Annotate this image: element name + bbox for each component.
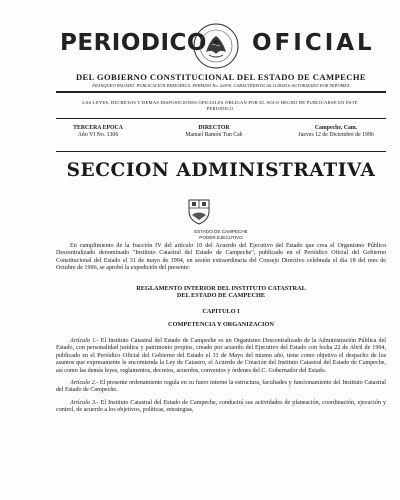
director-info [164,125,264,138]
regulation-title [56,285,386,300]
state-emblem-icon [184,196,214,226]
article-3-label: Artículo 3.- [70,399,99,406]
divider [56,151,386,152]
issue-epoch [58,125,138,138]
regulation-title-line-1: REGLAMENTO INTERIOR DEL INSTITUTO CATASTRAL [136,284,306,292]
executive-branch: PODER EJECUTIVO [199,234,243,240]
document-body [56,243,386,420]
director-label: DIRECTOR [198,125,230,131]
postage-notice: FRANQUEO PAGADO. PUBLICACION PERIODICA. PERMISO No. 02830. CARACTERISTICAS 11282816 AUTORIZADO POR SEPOMEX [92,83,350,88]
issue-info-bar [56,125,386,151]
article-2 [56,380,386,395]
article-1 [56,338,386,375]
place: Campeche, Cam. [314,125,358,131]
national-seal-icon [192,22,240,70]
intro-paragraph: En cumplimiento de la fracción IV del artículo 10 del Acuerdo del Ejecutivo del Estado que crea el Organismo Público Descentralizado denominado "Instituto Catastral del Estado de Campeche", publicado en el Periódico Oficial del Gobierno Constitucional del Estado el 31 de mayo de 1994, en sesión extraordinaria del Consejo Directivo celebrada el día 18 del mes de Octubre de 1996, se aprobó la expedición del presente: [56,243,386,272]
epoch-label: TERCERA EPOCA [73,125,123,131]
state-name: ESTADO DE CAMPECHE [194,229,248,234]
masthead-title-left: PERIODICO [60,30,207,56]
article-3 [56,400,386,415]
article-2-label: Artículo 2.- [70,380,99,387]
article-1-label: Artículo 1.- [70,338,99,344]
government-subtitle: DEL GOBIERNO CONSTITUCIONAL DEL ESTADO DE CAMPECHE [75,72,367,82]
legal-notice: LAS LEYES, DECRETOS Y DEMAS DISPOSICIONES OFICIALES OBLIGAN POR EL SOLO HECHO DE PUBLICARSE EN ESTE PERIODICO [82,100,358,111]
issue-number: Año VI No. 1306 [77,132,119,138]
chapter-heading: CAPITULO I [202,307,240,315]
divider [56,118,386,119]
divider [56,91,386,93]
director-name: Manuel Ramón Tun Cab [185,132,243,138]
regulation-title-line-2: DEL ESTADO DE CAMPECHE [176,292,266,300]
masthead-title-right: OFICIAL [252,30,375,56]
article-2-text: El presente ordenamiento regula en su fuero interno la estructura, facultades y funcionamiento del Instituto Catastral del Estado de Campeche. [56,380,386,394]
article-3-text: El Instituto Catastral del Estado de Campeche, conducirá sus actividades de planeación, coordinación, ejecución y control, de acuerdo a los objetivos, políticas, estrategias, [56,399,386,414]
place-date [284,125,388,138]
issue-date: Jueves 12 de Diciembre de 1996 [298,132,374,138]
article-1-text: El Instituto Catastral del Estado de Campeche es un Organismo Descentralizado de la Administración Pública del Estado, con personalidad jurídica y patrimonio propios, creado por acuerdo del Ejecutivo del Estado con fecha 22 de Abril de 1994, publicado en el Periódico Oficial del Gobierno del Estado el 31 de Mayo del mismo año, tiene como objetivo el despacho de los asuntos que expresamente le encomienda la Ley de Catastro, el Acuerdo de Creación del Instituto Catastral del Estado de Campeche, así como las demás leyes, reglamentos, decretos, acuerdos, convenios y órdenes del C. Gobernador del Estado. [56,338,386,374]
chapter-title: COMPETENCIA Y ORGANIZACION [168,321,274,329]
emblem-caption [56,229,386,240]
section-title: SECCION ADMINISTRATIVA [66,160,376,181]
masthead [56,22,375,68]
